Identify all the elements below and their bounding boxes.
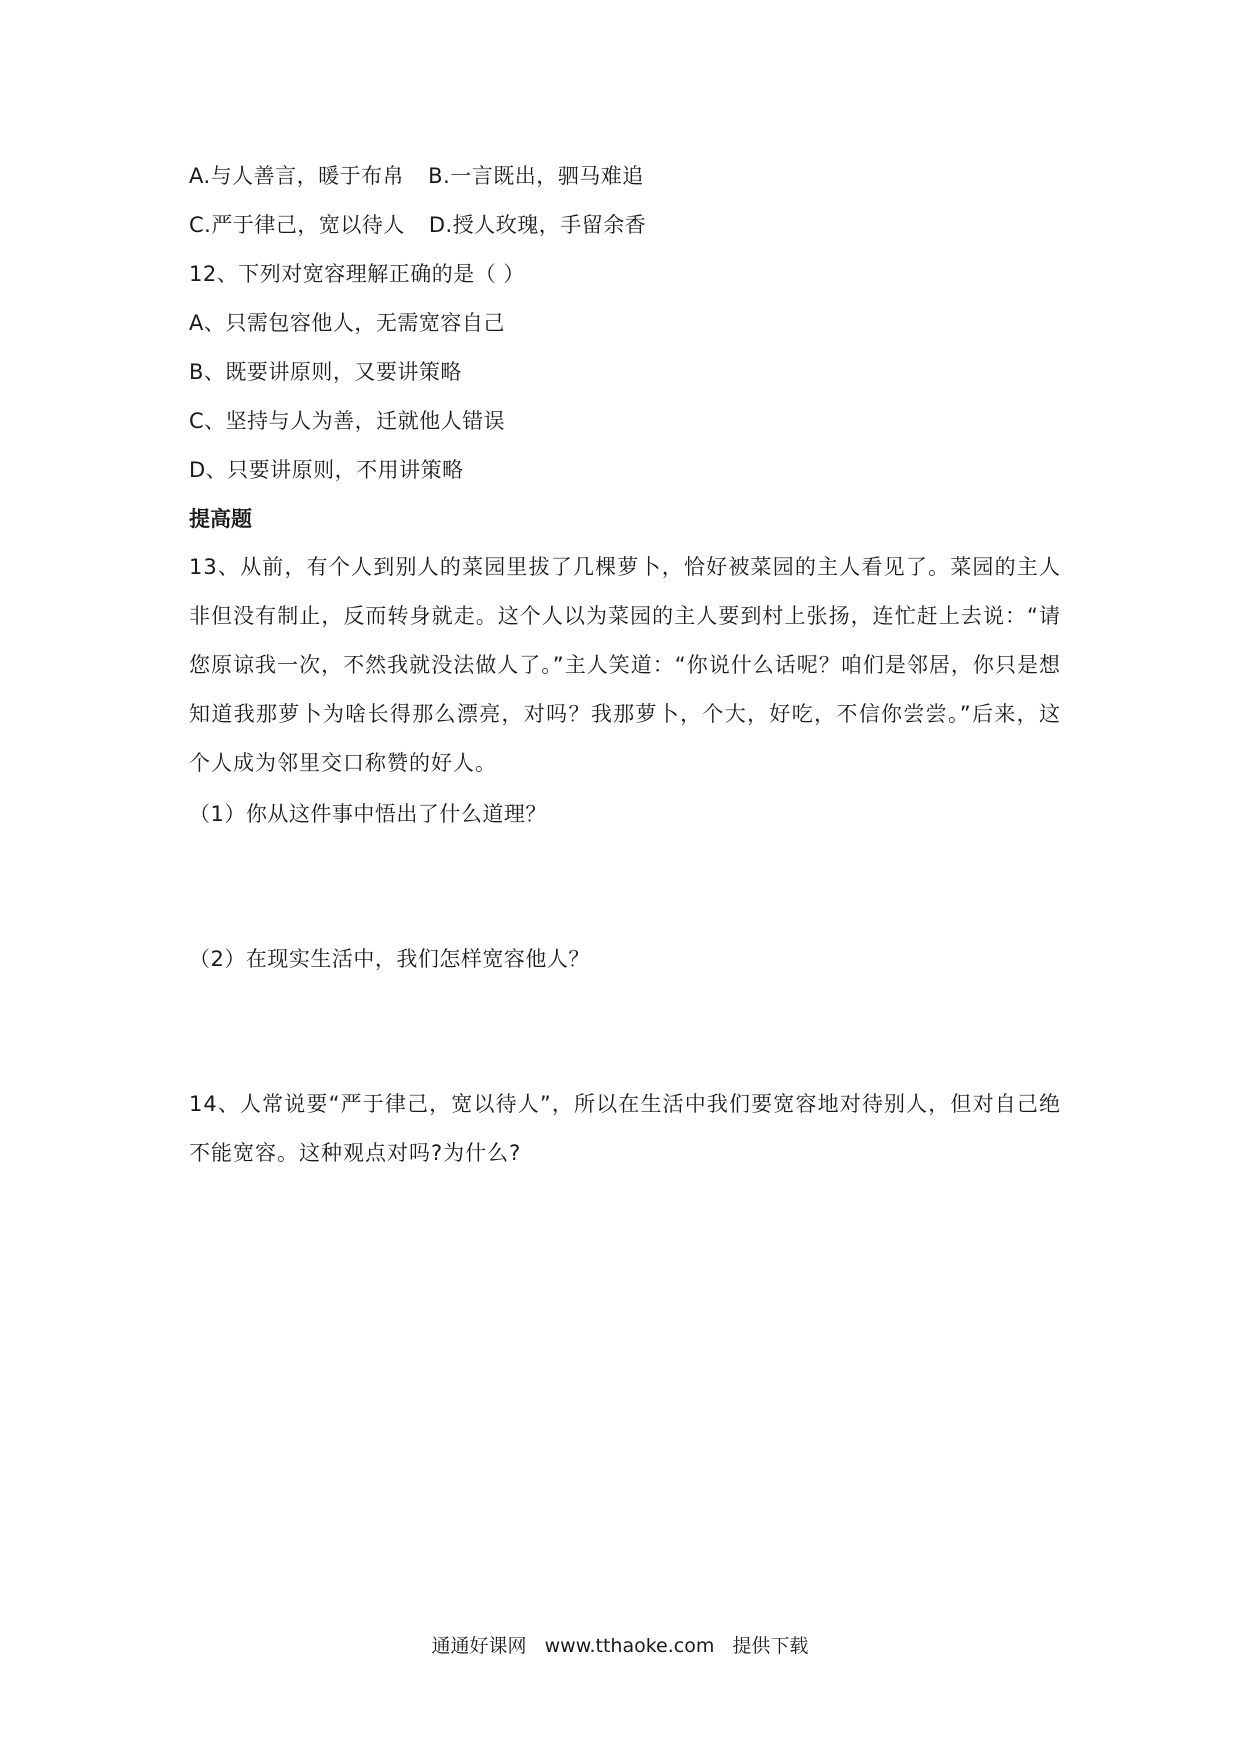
q12-option-a: A、只需包容他人，无需宽容自己 (189, 311, 505, 335)
section-heading: 提高题 (189, 506, 252, 531)
q11-option-b: B.一言既出，驷马难追 (428, 164, 644, 188)
q11-option-c: C.严于律己，宽以待人 (189, 213, 405, 237)
q11-option-a: A.与人善言，暖于布帛 (189, 164, 405, 188)
q11-option-d: D.授人玫瑰，手留余香 (428, 213, 647, 237)
footer-url[interactable]: www.tthaoke.com (544, 1635, 715, 1657)
q13-subquestion-1: （1）你从这件事中悟出了什么道理？ (189, 802, 547, 826)
q11-options-row-2 (189, 211, 646, 239)
q12-option-d: D、只要讲原则，不用讲策略 (189, 458, 464, 482)
q12-option-b: B、既要讲原则，又要讲策略 (189, 360, 462, 384)
q13-stem: 13、从前，有个人到别人的菜园里拔了几棵萝卜，恰好被菜园的主人看见了。菜园的主人非但没有制止，反而转身就走。这个人以为菜园的主人要到村上张扬，连忙赶上去说：“请您原谅我一次，不然我就没法做人了。”主人笑道：“你说什么话呢？咱们是邻居，你只是想知道我那萝卜为啥长得那么漂亮，对吗？我那萝卜，个大，好吃，不信你尝尝。”后来，这个人成为邻里交口称赞的好人。 (189, 555, 1061, 775)
page-footer (0, 1633, 1240, 1659)
q12-stem: 12、下列对宽容理解正确的是（ ） (189, 262, 525, 286)
q11-options-row-1 (189, 162, 644, 190)
q13-subquestion-2: （2）在现实生活中，我们怎样宽容他人？ (189, 947, 590, 971)
footer-site-name: 通通好课网 (431, 1635, 527, 1657)
q12-option-c: C、坚持与人为善，迁就他人错误 (189, 409, 506, 433)
q14-stem: 14、人常说要“严于律己，宽以待人”，所以在生活中我们要宽容地对待别人，但对自己绝不能宽容。这种观点对吗?为什么? (189, 1092, 1061, 1165)
footer-suffix: 提供下载 (732, 1635, 809, 1657)
